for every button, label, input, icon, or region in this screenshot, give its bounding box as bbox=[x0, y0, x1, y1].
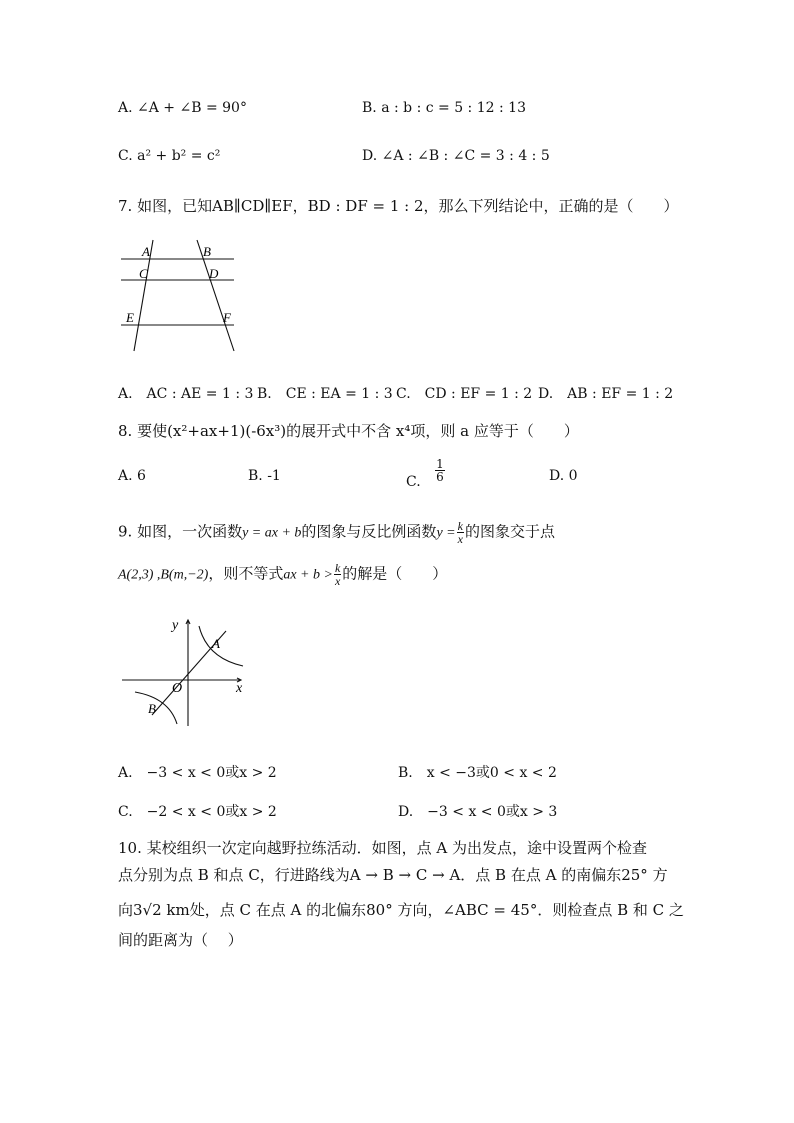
q6-option-c: C. a² + b² = c² bbox=[118, 148, 221, 164]
fraction-numerator: 1 bbox=[436, 457, 444, 471]
q9-stem-line2 bbox=[118, 562, 447, 587]
fraction-numerator: k bbox=[457, 519, 463, 533]
label-c: C bbox=[139, 266, 148, 281]
fraction-numerator: k bbox=[334, 561, 341, 575]
q8-option-c-fraction bbox=[435, 458, 445, 483]
fraction-denominator: 6 bbox=[436, 470, 444, 484]
q6-option-a: A. ∠A + ∠B = 90° bbox=[118, 100, 247, 116]
q9-option-b: B. x < −3或0 < x < 2 bbox=[398, 765, 557, 781]
q8-option-b: B. -1 bbox=[248, 468, 281, 484]
q9-text-5: 的解是（ ） bbox=[342, 564, 448, 583]
q7-option-d: D. AB : EF = 1 : 2 bbox=[538, 386, 674, 402]
q9-option-c: C. −2 < x < 0或x > 2 bbox=[118, 804, 277, 820]
label-e: E bbox=[126, 310, 134, 325]
q8-option-c bbox=[406, 458, 446, 490]
fraction-denominator: x bbox=[334, 574, 341, 588]
q7-option-c: C. CD : EF = 1 : 2 bbox=[396, 386, 533, 402]
q9-text-4: ，则不等式 bbox=[208, 564, 284, 583]
hyperbola-branch-1 bbox=[199, 626, 243, 666]
q10-line-1: 10. 某校组织一次定向越野拉练活动．如图，点 A 为出发点，途中设置两个检查 bbox=[118, 839, 647, 857]
q9-text-2: 的图象与反比例函数 bbox=[301, 522, 437, 541]
q9-inverse-eq: y = bbox=[436, 525, 456, 541]
point-label-b: B bbox=[148, 701, 156, 716]
q8-option-a: A. 6 bbox=[118, 468, 146, 484]
hyperbola-branch-2 bbox=[135, 692, 177, 724]
q9-points: A(2,3) ,B(m,−2) bbox=[118, 567, 209, 583]
q9-k-over-x bbox=[457, 520, 464, 545]
q9-linear-eq: y = ax + b bbox=[242, 525, 302, 541]
q9-function-graph bbox=[115, 612, 255, 732]
q9-option-d: D. −3 < x < 0或x > 3 bbox=[398, 804, 558, 820]
q9-text-1: 9. 如图，一次函数 bbox=[118, 522, 243, 541]
q9-k-over-x-2 bbox=[334, 562, 341, 587]
label-a: A bbox=[142, 244, 150, 259]
q10-line-3: 向3√2 km处，点 C 在点 A 的北偏东80° 方向，∠ABC = 45°．则检查点 B 和 C 之 bbox=[118, 901, 684, 919]
q7-stem: 7. 如图，已知AB∥CD∥EF，BD : DF = 1 : 2，那么下列结论中，正确的是（ ） bbox=[118, 197, 679, 215]
q6-option-d: D. ∠A : ∠B : ∠C = 3 : 4 : 5 bbox=[362, 148, 550, 164]
label-f: F bbox=[223, 310, 231, 325]
point-label-a: A bbox=[212, 636, 220, 651]
axis-label-x: x bbox=[236, 681, 243, 696]
q8-option-c-prefix: C. bbox=[406, 474, 421, 490]
q10-line-4: 间的距离为（ ） bbox=[118, 931, 243, 949]
q9-text-3: 的图象交于点 bbox=[464, 522, 555, 541]
q6-option-b: B. a : b : c = 5 : 12 : 13 bbox=[362, 100, 526, 116]
label-b: B bbox=[203, 244, 211, 259]
fraction-denominator: x bbox=[457, 532, 463, 546]
q8-stem: 8. 要使(x²+ax+1)(-6x³)的展开式中不含 x⁴项，则 a 应等于（ ） bbox=[118, 422, 579, 440]
q8-option-d: D. 0 bbox=[549, 468, 578, 484]
q7-parallel-lines-figure bbox=[115, 238, 245, 356]
axis-label-y: y bbox=[172, 618, 179, 633]
q7-option-a: A. AC : AE = 1 : 3 bbox=[118, 386, 254, 402]
label-d: D bbox=[209, 266, 219, 281]
q9-stem-line1 bbox=[118, 520, 555, 545]
q10-line-2: 点分别为点 B 和点 C，行进路线为A → B → C → A．点 B 在点 A 的南偏东25° 方 bbox=[118, 866, 668, 884]
origin-label: O bbox=[172, 681, 183, 696]
q7-option-b: B. CE : EA = 1 : 3 bbox=[257, 386, 393, 402]
q9-inequality: ax + b > bbox=[283, 567, 333, 583]
q9-option-a: A. −3 < x < 0或x > 2 bbox=[118, 765, 277, 781]
